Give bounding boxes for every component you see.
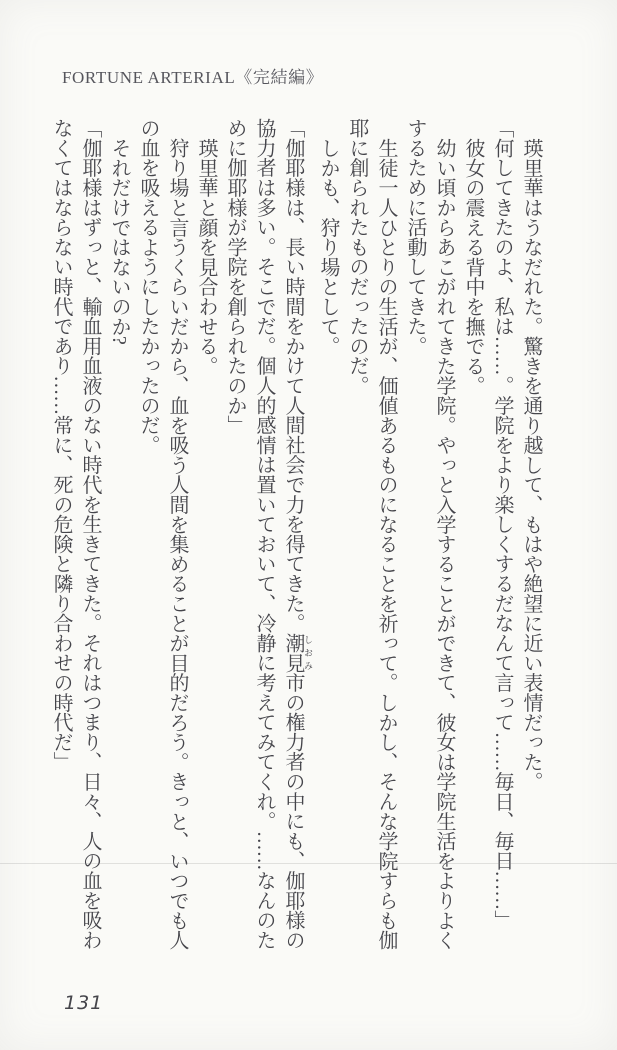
- paragraph: 「伽耶様はずっと、輸血用血液のない時代を生きてきた。それはつまり、日々、人の血を吸わなくてはならない時代であり……常に、死の危険と隣り合わせの時代だ」: [50, 118, 101, 950]
- novel-text-block: [46, 118, 545, 953]
- paragraph: 狩り場と言うくらいだから、血を吸う人間を集めることが目的だろう。きっと、いつでも人の血を吸えるようにしたかったのだ。: [137, 118, 188, 950]
- page-number: 131: [64, 992, 104, 1014]
- paragraph: しかも、狩り場として。: [317, 138, 339, 356]
- paragraph: 瑛里華はうなだれた。驚きを通り越して、もはや絶望に近い表情だった。: [520, 138, 542, 792]
- paragraph: それだけではないのか?: [108, 138, 130, 345]
- paragraph: 「何してきたのよ、私は……。学院をより楽しくするだなんて言って……毎日、毎日……」: [491, 118, 513, 930]
- furigana: しおみ: [303, 632, 313, 673]
- paragraph: 幼い頃からあこがれてきた学院。やっと入学することができて、彼女は学院生活をよりよくするために活動してきた。: [404, 118, 455, 950]
- running-header: FORTUNE ARTERIAL《完結編》: [62, 68, 324, 87]
- scan-artifact-line: [0, 863, 617, 864]
- paragraph: 「伽耶様は、長い時間をかけて人間社会で力を得てきた。潮見 しおみ市の権力者の中にも、伽耶様の協力者は多い。そこでだ。個人的感情は置いておいて、冷静に考えてみてくれ。……なんのために伽耶様が学院を創られたのか」: [224, 118, 313, 950]
- paragraph: 瑛里華と顔を見合わせる。: [195, 138, 217, 376]
- paragraph: 彼女の震える背中を撫でる。: [462, 138, 484, 396]
- paragraph: 生徒一人ひとりの生活が、価値あるものになることを祈って。しかし、そんな学院すらも伽耶に創られたものだったのだ。: [346, 118, 397, 950]
- ruby-annotated-word: 潮見 しおみ: [282, 632, 313, 673]
